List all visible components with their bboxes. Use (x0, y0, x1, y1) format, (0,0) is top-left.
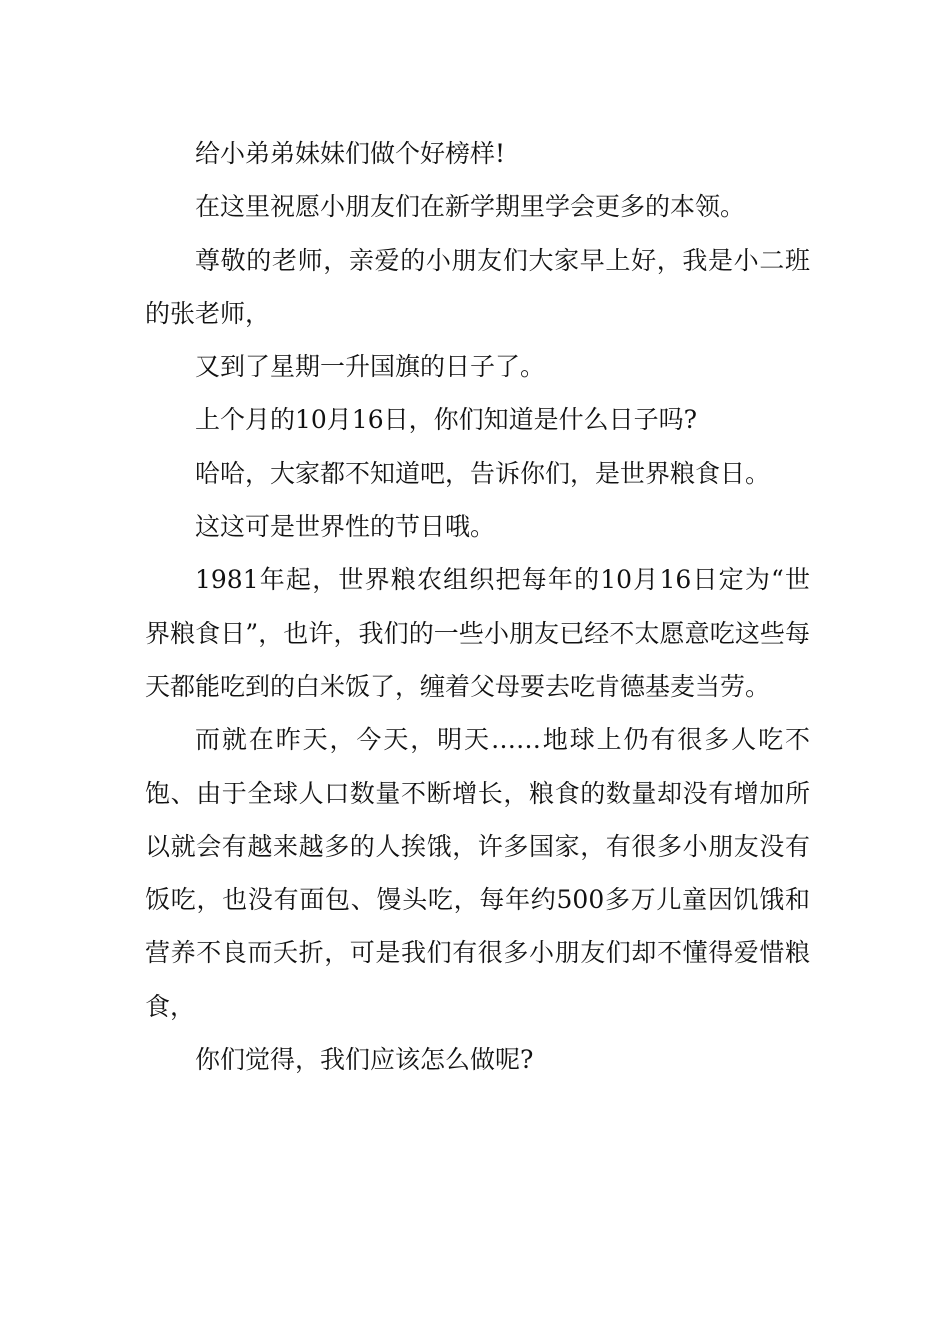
paragraph-5: 上个月的10月16日，你们知道是什么日子吗? (195, 405, 698, 435)
paragraph-2: 在这里祝愿小朋友们在新学期里学会更多的本领。 (195, 192, 746, 222)
paragraph-4: 又到了星期一升国旗的日子了。 (195, 352, 546, 382)
paragraph-10: 你们觉得，我们应该怎么做呢? (195, 1045, 534, 1075)
document-body (145, 127, 810, 1086)
paragraph-6: 哈哈，大家都不知道吧，告诉你们，是世界粮食日。 (195, 458, 771, 488)
paragraph-3: 尊敬的老师，亲爱的小朋友们大家早上好，我是小二班的张老师， (145, 245, 810, 328)
paragraph-7: 这这可是世界性的节日哦。 (195, 512, 496, 542)
paragraph-1: 给小弟弟妹妹们做个好榜样! (195, 139, 506, 168)
paragraph-9: 而就在昨天，今天，明天……地球上仍有很多人吃不饱、由于全球人口数量不断增长，粮食的数量却没有增加所以就会有越来越多的人挨饿，许多国家，有很多小朋友没有饭吃，也没有面包、馒头吃，每年约500多万儿童因饥饿和营养不良而夭折，可是我们有很多小朋友们却不懂得爱惜粮食， (145, 725, 810, 1021)
paragraph-8: 1981年起，世界粮农组织把每年的10月16日定为“世界粮食日”，也许，我们的一些小朋友已经不太愿意吃这些每天都能吃到的白米饭了，缠着父母要去吃肯德基麦当劳。 (145, 565, 810, 701)
